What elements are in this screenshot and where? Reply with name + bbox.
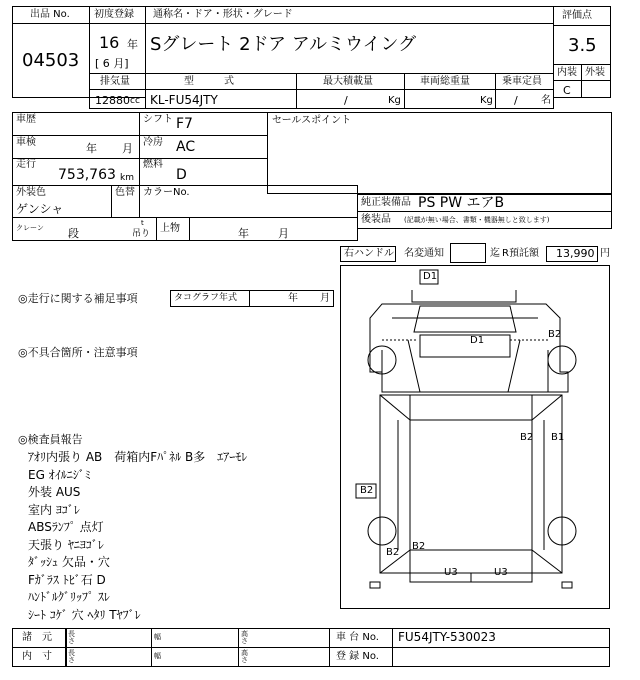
report-line: EG ｵｲﾙﾆｼﾞﾐ — [28, 467, 91, 482]
reg-label: 登 録 No. — [336, 651, 379, 662]
mark-b2-rear-left: B2 — [412, 541, 426, 552]
shohin-label: 諸 元 — [22, 632, 52, 643]
height-label-2: 高さ — [241, 649, 248, 664]
tacho-label: タコグラフ年式 — [174, 293, 238, 303]
upper-label: 上物 — [160, 223, 180, 234]
sales-point-label: セールスポイント — [272, 115, 352, 126]
displacement-unit: cc — [130, 96, 140, 106]
length-label-2: 長さ — [68, 649, 75, 664]
first-reg-year: 16 — [99, 33, 120, 52]
displacement-label: 排気量 — [100, 76, 130, 87]
upper-month: 月 — [278, 227, 289, 240]
report-line: 外装 AUS — [28, 485, 81, 499]
ext-color-value: ゲンシャ — [16, 202, 64, 216]
exterior-label: 外装 — [585, 67, 605, 78]
aftermarket-note: (記載が無い場合、書類・機器無しと致します) — [404, 216, 550, 224]
fuel-value: D — [176, 167, 187, 183]
mark-b1-side: B1 — [551, 432, 565, 443]
chassis-label: 車 台 No. — [336, 632, 379, 643]
name-change-label: 名変通知 — [404, 248, 444, 259]
fuel-label: 燃料 — [143, 159, 163, 170]
shift-label: シフト — [143, 114, 173, 125]
displacement-value: 12880 — [95, 94, 130, 107]
mark-u3-left: U3 — [444, 567, 458, 578]
report-line: 天張り ﾔﾆﾖｺﾞﾚ — [28, 537, 104, 552]
genuine-label: 純正装備品 — [361, 197, 411, 208]
color-no-label: カラーNo. — [143, 187, 190, 198]
mileage-unit: km — [120, 173, 134, 183]
height-label-1: 高さ — [241, 630, 248, 645]
interior-label: 内装 — [557, 67, 577, 78]
deadline-label: 迄 — [490, 248, 500, 259]
gvw-unit: Kg — [480, 95, 493, 106]
model-label: 型 式 — [184, 76, 234, 87]
width-label-1: 幅 — [154, 633, 161, 641]
reserve-label: R預託額 — [502, 248, 539, 259]
report-line: Fｶﾞﾗｽ ﾄﾋﾞ石 D — [28, 572, 106, 587]
crane-label: クレーン — [16, 224, 44, 232]
mark-u3-right: U3 — [494, 567, 508, 578]
capacity-slash: / — [514, 94, 518, 107]
mileage-label: 走行 — [16, 159, 36, 170]
car-name-label: 通称名・ドア・形状・グレード — [153, 9, 293, 20]
mark-d1-boxed: D1 — [423, 271, 438, 282]
report-line: ABSﾗﾝﾌﾟ 点灯 — [28, 520, 104, 534]
ext-color-label: 外装色 — [16, 187, 46, 198]
mileage-value: 753,763 — [58, 167, 116, 183]
maxload-slash: / — [344, 94, 348, 107]
inspection-month-unit: 月 — [122, 142, 133, 155]
driving-notes-title: ◎走行に関する補足事項 — [18, 292, 138, 305]
maxload-label: 最大積載量 — [323, 76, 373, 87]
width-label-2: 幅 — [154, 652, 161, 660]
first-reg-month: [ 6 月] — [95, 57, 129, 70]
report-line: ｼｰﾄ ｺｹﾞ 穴 ﾍﾀﾘ Tﾔﾌﾞﾚ — [28, 607, 141, 622]
rating-label: 評価点 — [562, 10, 592, 21]
capacity-unit: 名 — [541, 95, 551, 106]
lot-number: 04503 — [22, 50, 80, 71]
crane-t: t — [141, 219, 144, 227]
rhd-label: 右ハンドル — [344, 248, 394, 259]
gvw-label: 車両総重量 — [420, 76, 470, 87]
mark-d1: D1 — [470, 335, 485, 346]
reserve-amount: 13,990 — [556, 247, 595, 260]
inspection-label: 車検 — [16, 137, 36, 148]
rating-value: 3.5 — [568, 35, 597, 56]
tacho-month: 月 — [320, 293, 330, 304]
maxload-unit: Kg — [388, 95, 401, 106]
crane-tsuri: 吊り — [132, 229, 151, 239]
report-line: ｱｵﾘ内張り AB 荷箱内Fﾊﾟﾈﾙ B多 ｴｱｰﾓﾚ — [28, 450, 248, 464]
first-reg-label: 初度登録 — [94, 9, 134, 20]
capacity-label: 乗車定員 — [502, 76, 542, 87]
mark-b2-rear-corner: B2 — [386, 547, 400, 558]
shift-value: F7 — [176, 116, 193, 132]
mark-b2-boxed: B2 — [360, 485, 374, 496]
ac-value: AC — [176, 139, 196, 155]
first-reg-year-unit: 年 — [127, 38, 138, 51]
inspection-year-unit: 年 — [86, 142, 97, 155]
lot-label: 出品 No. — [30, 9, 70, 20]
inspector-title: ◎検査員報告 — [18, 433, 83, 446]
aftermarket-label: 後装品 — [361, 214, 391, 225]
yen-label: 円 — [600, 248, 610, 259]
defects-title: ◎不具合箇所・注意事項 — [18, 346, 138, 359]
report-line: 室内 ﾖｺﾞﾚ — [28, 502, 80, 517]
tacho-year: 年 — [288, 293, 298, 304]
genuine-value: PS PW エアB — [418, 195, 505, 211]
history-label: 車歴 — [16, 114, 36, 125]
model-code: KL-FU54JTY — [150, 93, 218, 107]
car-name: Sグレート 2ドア アルミウイング — [150, 34, 417, 55]
chassis-number: FU54JTY-530023 — [398, 630, 496, 644]
interior-grade: C — [563, 84, 571, 97]
report-line: ﾀﾞｯｼｭ 欠品・穴 — [28, 555, 110, 569]
length-label-1: 長さ — [68, 630, 75, 645]
crane-dan: 段 — [68, 227, 79, 240]
mark-b2-side: B2 — [520, 432, 534, 443]
upper-year: 年 — [238, 227, 249, 240]
color-code-label: 色替 — [115, 187, 135, 198]
report-line: ﾊﾝﾄﾞﾙｸﾞﾘｯﾌﾟ ｽﾚ — [28, 590, 110, 604]
naigai-label: 内 寸 — [22, 651, 52, 662]
ac-label: 冷房 — [143, 137, 163, 148]
mark-b2-front: B2 — [548, 329, 562, 340]
